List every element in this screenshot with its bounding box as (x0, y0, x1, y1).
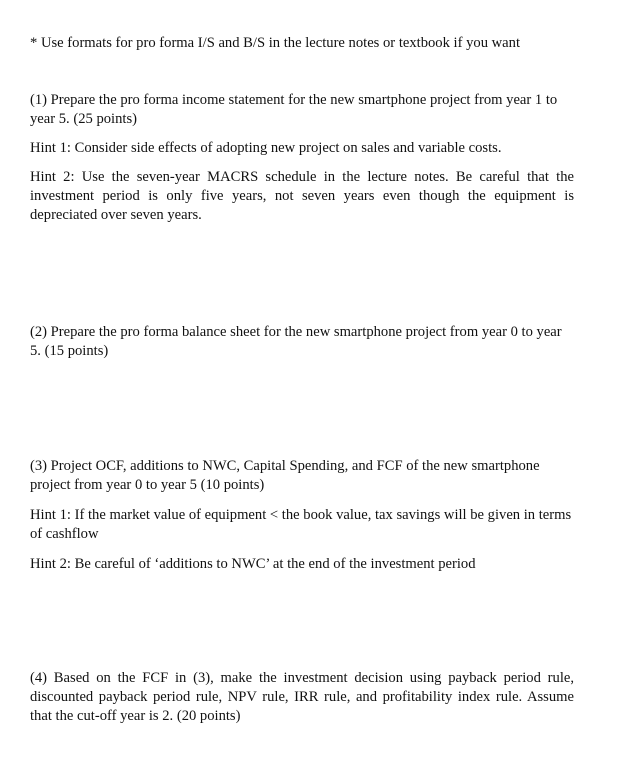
question-1-hint-2: Hint 2: Use the seven-year MACRS schedule in the lecture notes. Be careful that the investment period is only five years, not seven years even though the equipment is depreciated over seven years. (30, 169, 574, 223)
question-3-prompt: (3) Project OCF, additions to NWC, Capital Spending, and FCF of the new smartphone project from year 0 to year 5 (10 points) (30, 458, 540, 493)
question-1-hint-1: Hint 1: Consider side effects of adopting new project on sales and variable costs. (30, 140, 502, 156)
question-4-prompt: (4) Based on the FCF in (3), make the investment decision using payback period rule, discounted payback period rule, NPV rule, IRR rule, and profitability index rule. Assume that the cut-off year is 2. (20 points) (30, 670, 574, 724)
question-3-hint-2: Hint 2: Be careful of ‘additions to NWC’ at the end of the investment period (30, 556, 476, 572)
question-3-hint-1: Hint 1: If the market value of equipment < the book value, tax savings will be given in terms of cashflow (30, 507, 572, 542)
question-2-prompt: (2) Prepare the pro forma balance sheet for the new smartphone project from year 0 to year 5. (15 points) (30, 324, 562, 359)
format-note: * Use formats for pro forma I/S and B/S in the lecture notes or textbook if you want (30, 35, 521, 51)
question-1-prompt: (1) Prepare the pro forma income statement for the new smartphone project from year 1 to year 5. (25 points) (30, 92, 558, 127)
